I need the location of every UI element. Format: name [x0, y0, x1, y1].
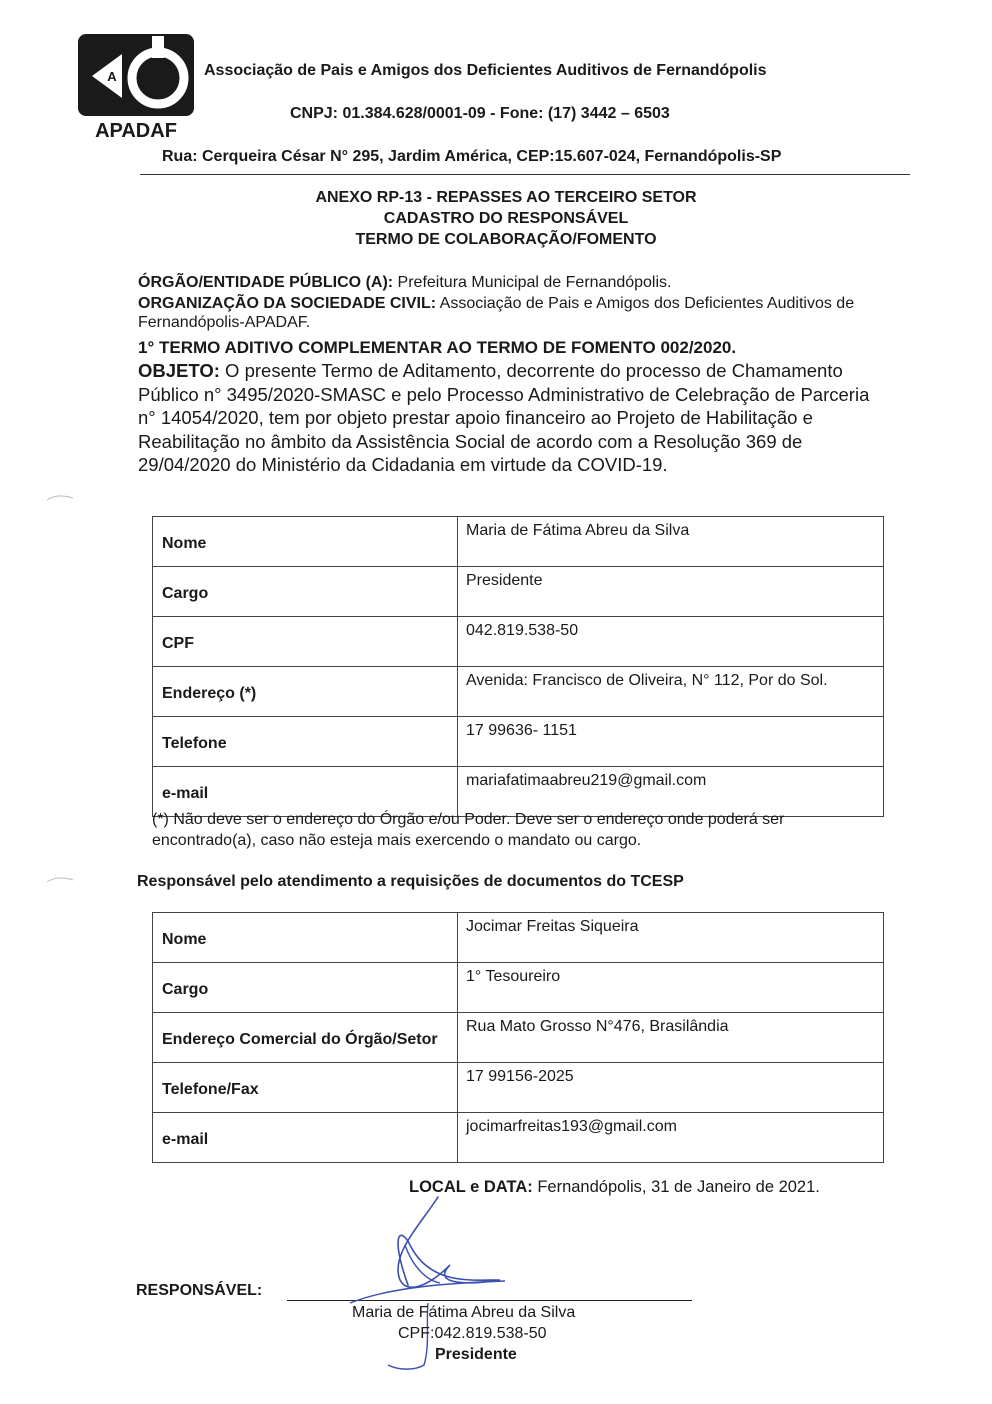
osc-line	[138, 294, 878, 332]
table-row	[153, 963, 884, 1013]
row-label: Cargo	[153, 567, 458, 617]
row-label: Cargo	[153, 963, 458, 1013]
table-row	[153, 1063, 884, 1113]
row-label: Nome	[153, 913, 458, 963]
osc-value: Associação de Pais e Amigos dos Deficientes Auditivos de Fernandópolis-APADAF.	[138, 295, 855, 331]
scan-margin-mark	[46, 876, 74, 884]
objeto-paragraph	[138, 359, 883, 477]
organization-address: Rua: Cerqueira César N° 295, Jardim América, CEP:15.607-024, Fernandópolis-SP	[162, 148, 782, 165]
local-label: LOCAL e DATA:	[409, 1178, 533, 1196]
row-value: 1° Tesoureiro	[458, 963, 884, 1013]
row-label: CPF	[153, 617, 458, 667]
tcesp-section-heading: Responsável pelo atendimento a requisições de documentos do TCESP	[137, 873, 684, 890]
address-footnote: (*) Não deve ser o endereço do Órgão e/ou Poder. Deve ser o endereço onde poderá ser encontrado(a), caso não esteja mais exercendo o mandato ou cargo.	[152, 811, 785, 849]
row-value: mariafatimaabreu219@gmail.com	[458, 767, 884, 817]
row-value: 17 99636- 1151	[458, 717, 884, 767]
row-value: Presidente	[458, 567, 884, 617]
signer-name: Maria de Fátima Abreu da Silva	[352, 1304, 576, 1321]
tcesp-table	[152, 912, 884, 1163]
row-label: e-mail	[153, 767, 458, 817]
logo-wordmark: APADAF	[95, 120, 177, 140]
apadaf-logo	[78, 34, 194, 140]
row-label: Telefone/Fax	[153, 1063, 458, 1113]
table-row	[153, 1113, 884, 1163]
table-row	[153, 567, 884, 617]
row-value: jocimarfreitas193@gmail.com	[458, 1113, 884, 1163]
responsavel-label: RESPONSÁVEL:	[136, 1282, 263, 1299]
document-title-line2: CADASTRO DO RESPONSÁVEL	[383, 210, 629, 227]
document-title-line1: ANEXO RP-13 - REPASSES AO TERCEIRO SETOR	[315, 189, 697, 206]
cnpj-phone: CNPJ: 01.384.628/0001-09 - Fone: (17) 3442 – 6503	[290, 105, 670, 122]
scan-margin-mark	[46, 494, 74, 502]
row-value: 042.819.538-50	[458, 617, 884, 667]
organization-name: Associação de Pais e Amigos dos Deficientes Auditivos de Fernandópolis	[204, 62, 767, 79]
termo-aditivo-heading: 1° TERMO ADITIVO COMPLEMENTAR AO TERMO DE FOMENTO 002/2020.	[138, 338, 737, 357]
objeto-value: O presente Termo de Aditamento, decorrente do processo de Chamamento Público n° 3495/2020-SMASC e pelo Processo Administrativo de Celebração de Parceria n° 14054/2020, tem por objeto prestar apoio financeiro ao Projeto de Habilitação e Reabilitação no âmbito da Assistência Social de acordo com a Resolução 369 de 29/04/2020 do Ministério da Cidadania em virtude da COVID-19.	[138, 360, 870, 475]
row-label: Nome	[153, 517, 458, 567]
row-value: Avenida: Francisco de Oliveira, N° 112, Por do Sol.	[458, 667, 884, 717]
row-label: Endereço (*)	[153, 667, 458, 717]
local-value: Fernandópolis, 31 de Janeiro de 2021.	[532, 1178, 820, 1196]
table-row	[153, 913, 884, 963]
table-row	[153, 717, 884, 767]
orgao-label: ÓRGÃO/ENTIDADE PÚBLICO (A):	[138, 274, 394, 291]
row-label: e-mail	[153, 1113, 458, 1163]
row-value: Rua Mato Grosso N°476, Brasilândia	[458, 1013, 884, 1063]
orgao-line	[138, 273, 878, 292]
table-row	[153, 1013, 884, 1063]
responsavel-table	[152, 516, 884, 817]
header-divider	[140, 174, 910, 175]
row-value: Maria de Fátima Abreu da Silva	[458, 517, 884, 567]
osc-label: ORGANIZAÇÃO DA SOCIEDADE CIVIL:	[138, 295, 437, 312]
orgao-value: Prefeitura Municipal de Fernandópolis.	[393, 274, 672, 291]
signer-role: Presidente	[435, 1346, 517, 1363]
logo-letter: A	[107, 69, 117, 84]
document-title-line3: TERMO DE COLABORAÇÃO/FOMENTO	[355, 231, 657, 248]
table-row	[153, 667, 884, 717]
table-row	[153, 517, 884, 567]
objeto-label: OBJETO:	[138, 360, 220, 381]
table-row	[153, 617, 884, 667]
signer-cpf: CPF:042.819.538-50	[398, 1325, 547, 1342]
row-value: 17 99156-2025	[458, 1063, 884, 1113]
row-label: Telefone	[153, 717, 458, 767]
row-label: Endereço Comercial do Órgão/Setor	[153, 1013, 458, 1063]
row-value: Jocimar Freitas Siqueira	[458, 913, 884, 963]
